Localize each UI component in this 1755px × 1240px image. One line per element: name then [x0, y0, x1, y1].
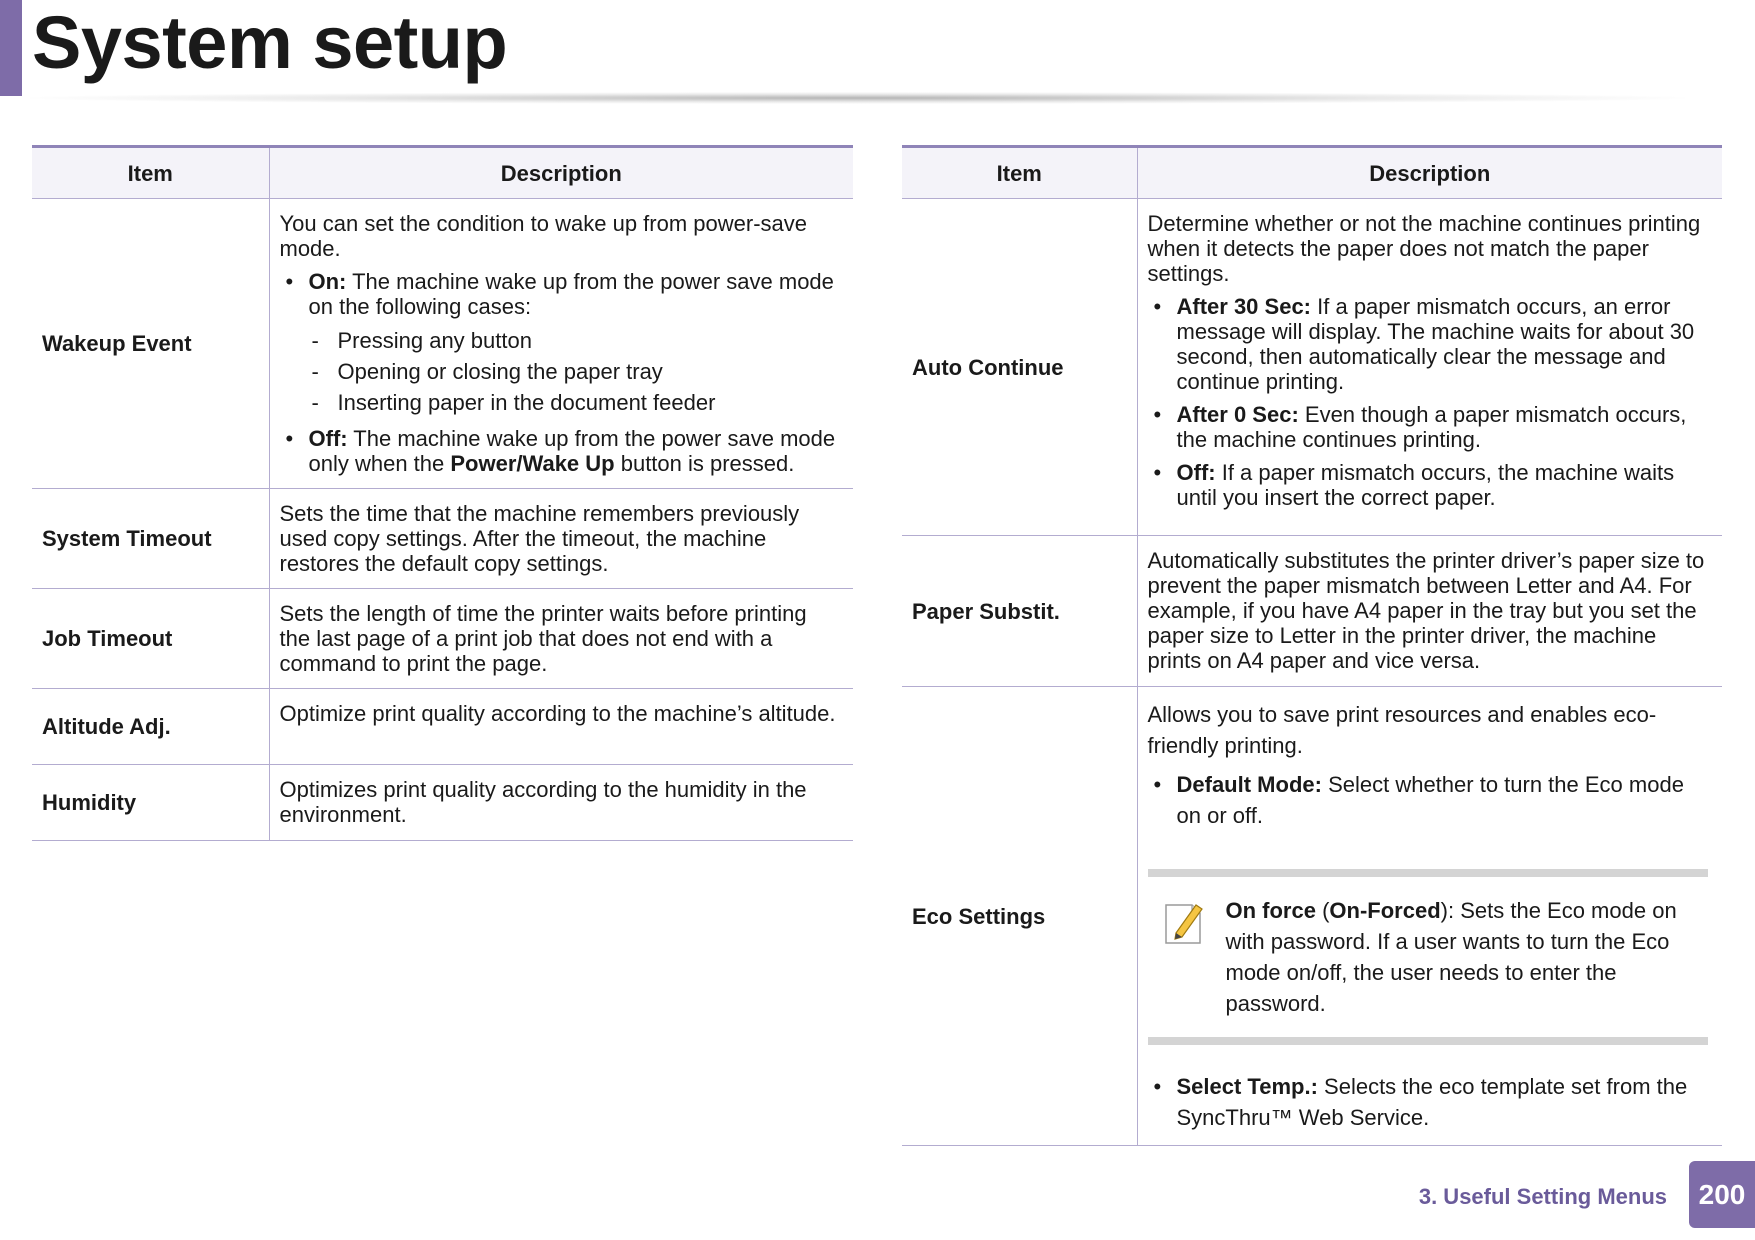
wakeup-cases — [309, 325, 840, 418]
after-0-label: After 0 Sec: — [1176, 402, 1299, 427]
description-auto-continue — [1137, 199, 1722, 536]
item-job-timeout: Job Timeout — [32, 589, 269, 689]
table-row-job-timeout — [32, 589, 853, 689]
table-row-system-timeout — [32, 489, 853, 589]
power-wake-up-button-name: Power/Wake Up — [450, 451, 615, 476]
auto-continue-options — [1148, 294, 1709, 510]
wakeup-intro: You can set the condition to wake up from power-save mode. — [279, 211, 807, 261]
column-header-description: Description — [1137, 147, 1722, 199]
eco-intro: Allows you to save print resources and enables eco-friendly printing. — [1147, 702, 1657, 758]
select-temp-text: Selects the eco template set from the SyncThru™ Web Service. — [1176, 1074, 1688, 1130]
footer-section-title: 3. Useful Setting Menus — [1418, 1184, 1667, 1209]
description-system-timeout: Sets the time that the machine remembers previously used copy settings. After the timeout, the machine restores the default copy settings. — [269, 489, 853, 589]
auto-continue-option-after-0 — [1148, 402, 1709, 452]
item-auto-continue: Auto Continue — [902, 199, 1137, 536]
wakeup-on-text: The machine wake up from the power save mode on the following cases: — [308, 269, 834, 319]
item-paper-substit: Paper Substit. — [902, 536, 1137, 687]
table-row-wakeup-event — [32, 199, 853, 489]
note-open-paren: ( — [1315, 898, 1330, 923]
wakeup-off-label: Off: — [308, 426, 348, 451]
wakeup-case: - Pressing any button — [309, 325, 840, 356]
page-number-badge: 200 — [1689, 1161, 1755, 1228]
table-row-auto-continue — [902, 199, 1722, 536]
wakeup-case: - Opening or closing the paper tray — [309, 356, 840, 387]
table-row-humidity — [32, 765, 853, 841]
eco-option-default-mode — [1148, 769, 1709, 831]
page-title: System setup — [32, 1, 508, 84]
table-header-row — [902, 147, 1722, 199]
description-wakeup-event — [269, 199, 853, 489]
note-on-force: On force — [1225, 898, 1316, 923]
auto-continue-option-after-30 — [1148, 294, 1709, 394]
auto-continue-intro: Determine whether or not the machine continues printing when it detects the paper does not match the paper settings. — [1147, 211, 1701, 286]
after-0-text: Even though a paper mismatch occurs, the machine continues printing. — [1176, 402, 1687, 452]
note-pencil-icon — [1162, 899, 1206, 947]
wakeup-case: - Inserting paper in the document feeder — [309, 387, 840, 418]
item-humidity: Humidity — [32, 765, 269, 841]
wakeup-on-label: On: — [308, 269, 347, 294]
column-header-description: Description — [269, 147, 853, 199]
table-header-row — [32, 147, 853, 199]
settings-table-left — [32, 145, 853, 841]
wakeup-option-off — [280, 426, 840, 476]
table-row-paper-substit — [902, 536, 1722, 687]
eco-option-select-temp — [1148, 1071, 1709, 1133]
wakeup-option-on — [280, 269, 840, 418]
item-eco-settings: Eco Settings — [902, 687, 1137, 1146]
description-eco-settings — [1137, 687, 1722, 1146]
description-altitude-adj: Optimize print quality according to the machine’s altitude. — [269, 689, 853, 765]
after-30-text: If a paper mismatch occurs, an error message will display. The machine waits for about 30 second, then automatically clear the message and continue printing. — [1176, 294, 1695, 394]
description-paper-substit: Automatically substitutes the printer driver’s paper size to prevent the paper mismatch between Letter and A4. For example, if you have A4 paper in the tray but you set the paper size to Letter in the printer driver, the machine prints on A4 paper and vice versa. — [1137, 536, 1722, 687]
auto-continue-off-label: Off: — [1176, 460, 1216, 485]
wakeup-off-text-1: The machine wake up from the power save mode only when the — [308, 426, 836, 476]
item-system-timeout: System Timeout — [32, 489, 269, 589]
table-row-altitude-adj — [32, 689, 853, 765]
note-on-forced: On-Forced — [1329, 898, 1441, 923]
wakeup-off-text-2: button is pressed. — [614, 451, 795, 476]
auto-continue-option-off — [1148, 460, 1709, 510]
note-box — [1148, 869, 1709, 1045]
select-temp-label: Select Temp.: — [1176, 1074, 1318, 1099]
item-altitude-adj: Altitude Adj. — [32, 689, 269, 765]
wakeup-options — [280, 269, 840, 476]
note-text: ): Sets the Eco mode on with password. If a user wants to turn the Eco mode on/off, the user needs to enter the password. — [1225, 898, 1677, 1016]
eco-options — [1148, 769, 1709, 831]
description-job-timeout: Sets the length of time the printer waits before printing the last page of a print job that does not end with a command to print the page. — [269, 589, 853, 689]
default-mode-label: Default Mode: — [1176, 772, 1322, 797]
item-wakeup-event: Wakeup Event — [32, 199, 269, 489]
after-30-label: After 30 Sec: — [1176, 294, 1312, 319]
column-header-item: Item — [32, 147, 269, 199]
title-divider — [30, 92, 1685, 104]
eco-options-2 — [1148, 1071, 1709, 1133]
table-row-eco-settings — [902, 687, 1722, 1146]
auto-continue-off-text: If a paper mismatch occurs, the machine waits until you insert the correct paper. — [1176, 460, 1675, 510]
description-humidity: Optimizes print quality according to the humidity in the environment. — [269, 765, 853, 841]
settings-table-right — [902, 145, 1722, 1146]
default-mode-text: Select whether to turn the Eco mode on or off. — [1176, 772, 1684, 828]
column-header-item: Item — [902, 147, 1137, 199]
title-accent-bar — [0, 0, 22, 96]
